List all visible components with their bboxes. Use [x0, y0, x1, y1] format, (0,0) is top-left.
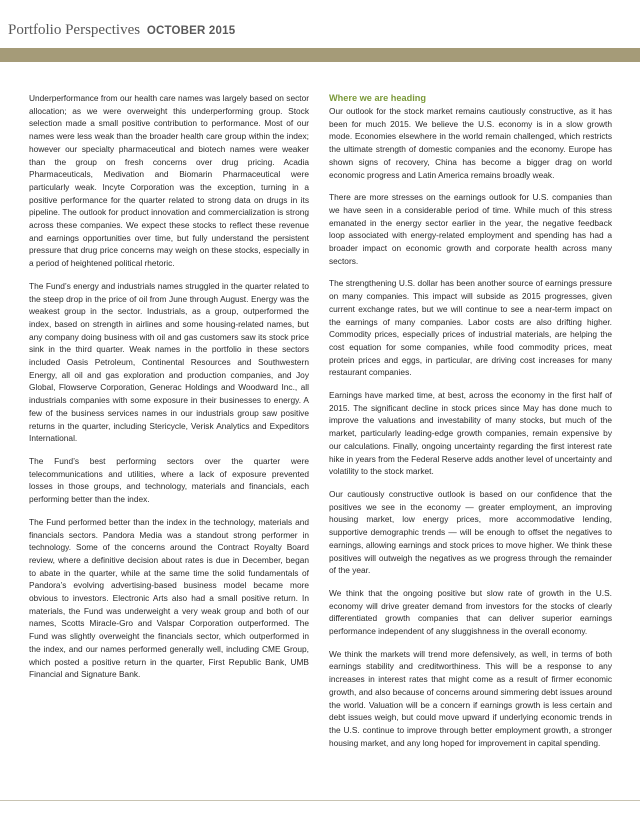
paragraph-earnings-time: Earnings have marked time, at best, across the economy in the first half of 2015. The significant decline in stock prices since May has done much to improve the valuations and investability of many stocks, but much of the market, particularly leading-edge growth companies, remain expensive by our calculations. Finally, ongoing uncertainty regarding the first interest rate hike in years from the Federal Reserve adds another level of uncertainty and volatility to the stock market.	[329, 390, 612, 477]
left-column	[29, 92, 309, 691]
issue-date: OCTOBER 2015	[146, 25, 236, 37]
paragraph-health-care: Underperformance from our health care names was largely based on sector allocation; as we were overweight this underperforming group. Stock selection made a small positive contribution to performance. Most of our names were less weak than the broader health care group within the index; however our specialty pharmaceutical and biotech names were weaker than the group on fresh concerns over drug pricing. Acadia Pharmaceuticals, Medivation and Biomarin Pharmaceutical were particularly weak. Incyte Corporation was the exception, turning in a positive performance for the quarter related to strong data on drugs in its pipeline. The outlook for product innovation and commercialization is strong across these companies. We expect these stocks to reflect these revenue and earnings opportunities over time, but fully understand the persistent pressure that drug price concerns may weigh on these stocks, especially in a period of heightened political rhetoric.	[29, 93, 309, 269]
paragraph-tech-materials-financials: The Fund performed better than the index in the technology, materials and financials sectors. Pandora Media was a standout strong performer in technology. Some of the concerns around the Contract Royalty Board review, where a definitive decision about rates is due in December, began to abate in the quarter, while at the same time the solid fundamentals of Pandora’s evolving advertising-based business model became more obvious to investors. Electronic Arts also had a small positive return. In materials, the Fund was underweight a very weak group and both of our names, Scotts Miracle-Gro and Valspar Corporation outperformed. The Fund was slightly overweight the financials sector, which outperformed in the index, and our names performed generally well, including CME Group, which posted a positive return in the quarter, First Republic Bank, UMB Financial and Signature Bank.	[29, 516, 309, 680]
paragraph-energy-industrials: The Fund’s energy and industrials names struggled in the quarter related to the steep drop in the price of oil from June through August. Energy was the weakest group in the sector. Industrials, as a group, outperformed the index, based on strength in airlines and some housing-related names, but any company doing business with oil and gas customers saw its stock price sink in the third quarter. Weak names in the portfolio in these sectors included Oasis Petroleum, Continental Resources and Southwestern Energy, all oil and gas exploration and production companies, and Joy Global, Flowserve Corporation, Generac Holdings and Woodward Inc., all industrials companies with some exposure in their businesses to energy. A few of the business services names in our industrials group saw positive returns in the quarter, including Stericycle, Verisk Analytics and Expeditors International.	[29, 280, 309, 444]
paragraph-best-sectors: The Fund’s best performing sectors over the quarter were telecommunications and utilities, where a lack of exposure prevented losses in those groups, and technology, materials and financials, each performing better than the index.	[29, 455, 309, 505]
paragraph-constructive: Our cautiously constructive outlook is based on our confidence that the positives we see in the economy — greater employment, an improving housing market, low energy prices, more accommodative lending, supportive demographic trends — will be enough to offset the negatives to earnings, allowing earnings and stock prices to move higher. We think these positives will outweigh the negatives as we progress through the remainder of the year.	[329, 488, 612, 576]
paragraph-defensive: We think the markets will trend more defensively, as well, in terms of both earnings stability and creditworthiness. This will be a response to any increases in interest rates that might come as a result of firmer economic growth, and also because of concerns around simmering debt issues around the world. Valuation will be a concern if earnings growth is less certain and debt issues weigh, but could move upward if underlying economic trends in the U.S. continue to improve through better employment growth, a stronger housing market, and any long hoped for improvement in capital spending.	[329, 648, 612, 748]
paragraph-outlook: Our outlook for the stock market remains cautiously constructive, as it has been for much 2015. We believe the U.S. economy is in a slow growth mode. Economies elsewhere in the world remain challenged, which restricts the ultimate strength of domestic companies and the economy. Europe has shown signs of recovery, China has become a bigger drag on world economic progress and Latin America remains broadly weak.	[329, 106, 612, 180]
paragraph-earnings-stress: There are more stresses on the earnings outlook for U.S. companies than we have seen in a considerable period of time. While much of this stress emanated in the energy sector earlier in the year, the negative feedback loop associated with energy-related employment and spending has had a broader impact on economic growth and corporate health across many sectors.	[329, 192, 612, 266]
publication-name: Portfolio Perspectives	[8, 22, 141, 38]
right-column	[329, 92, 612, 759]
paragraph-dollar: The strengthening U.S. dollar has been another source of earnings pressure on many companies. This impact will subside as 2015 progresses, given current exchange rates, but we will continue to see a near-term impact on the earnings of many companies. Labor costs are also drifting higher. Commodity prices, especially prices of industrial materials, are helping the cost equation for some companies, while food commodity prices, meat protein prices and eggs, in particular, are driving cost increases for many restaurant companies.	[329, 278, 612, 378]
section-heading: Where we are heading	[329, 93, 427, 103]
page-header	[0, 0, 640, 50]
header-rule	[0, 48, 640, 62]
paragraph-growth-demand: We think that the ongoing positive but slow rate of growth in the U.S. economy will drive greater demand from investors for the stocks of clearly differentiated growth companies that can deliver superior earnings performance independent of any sluggishness in the overall economy.	[329, 587, 612, 637]
footer-rule	[0, 800, 640, 801]
publication-title	[8, 22, 235, 39]
